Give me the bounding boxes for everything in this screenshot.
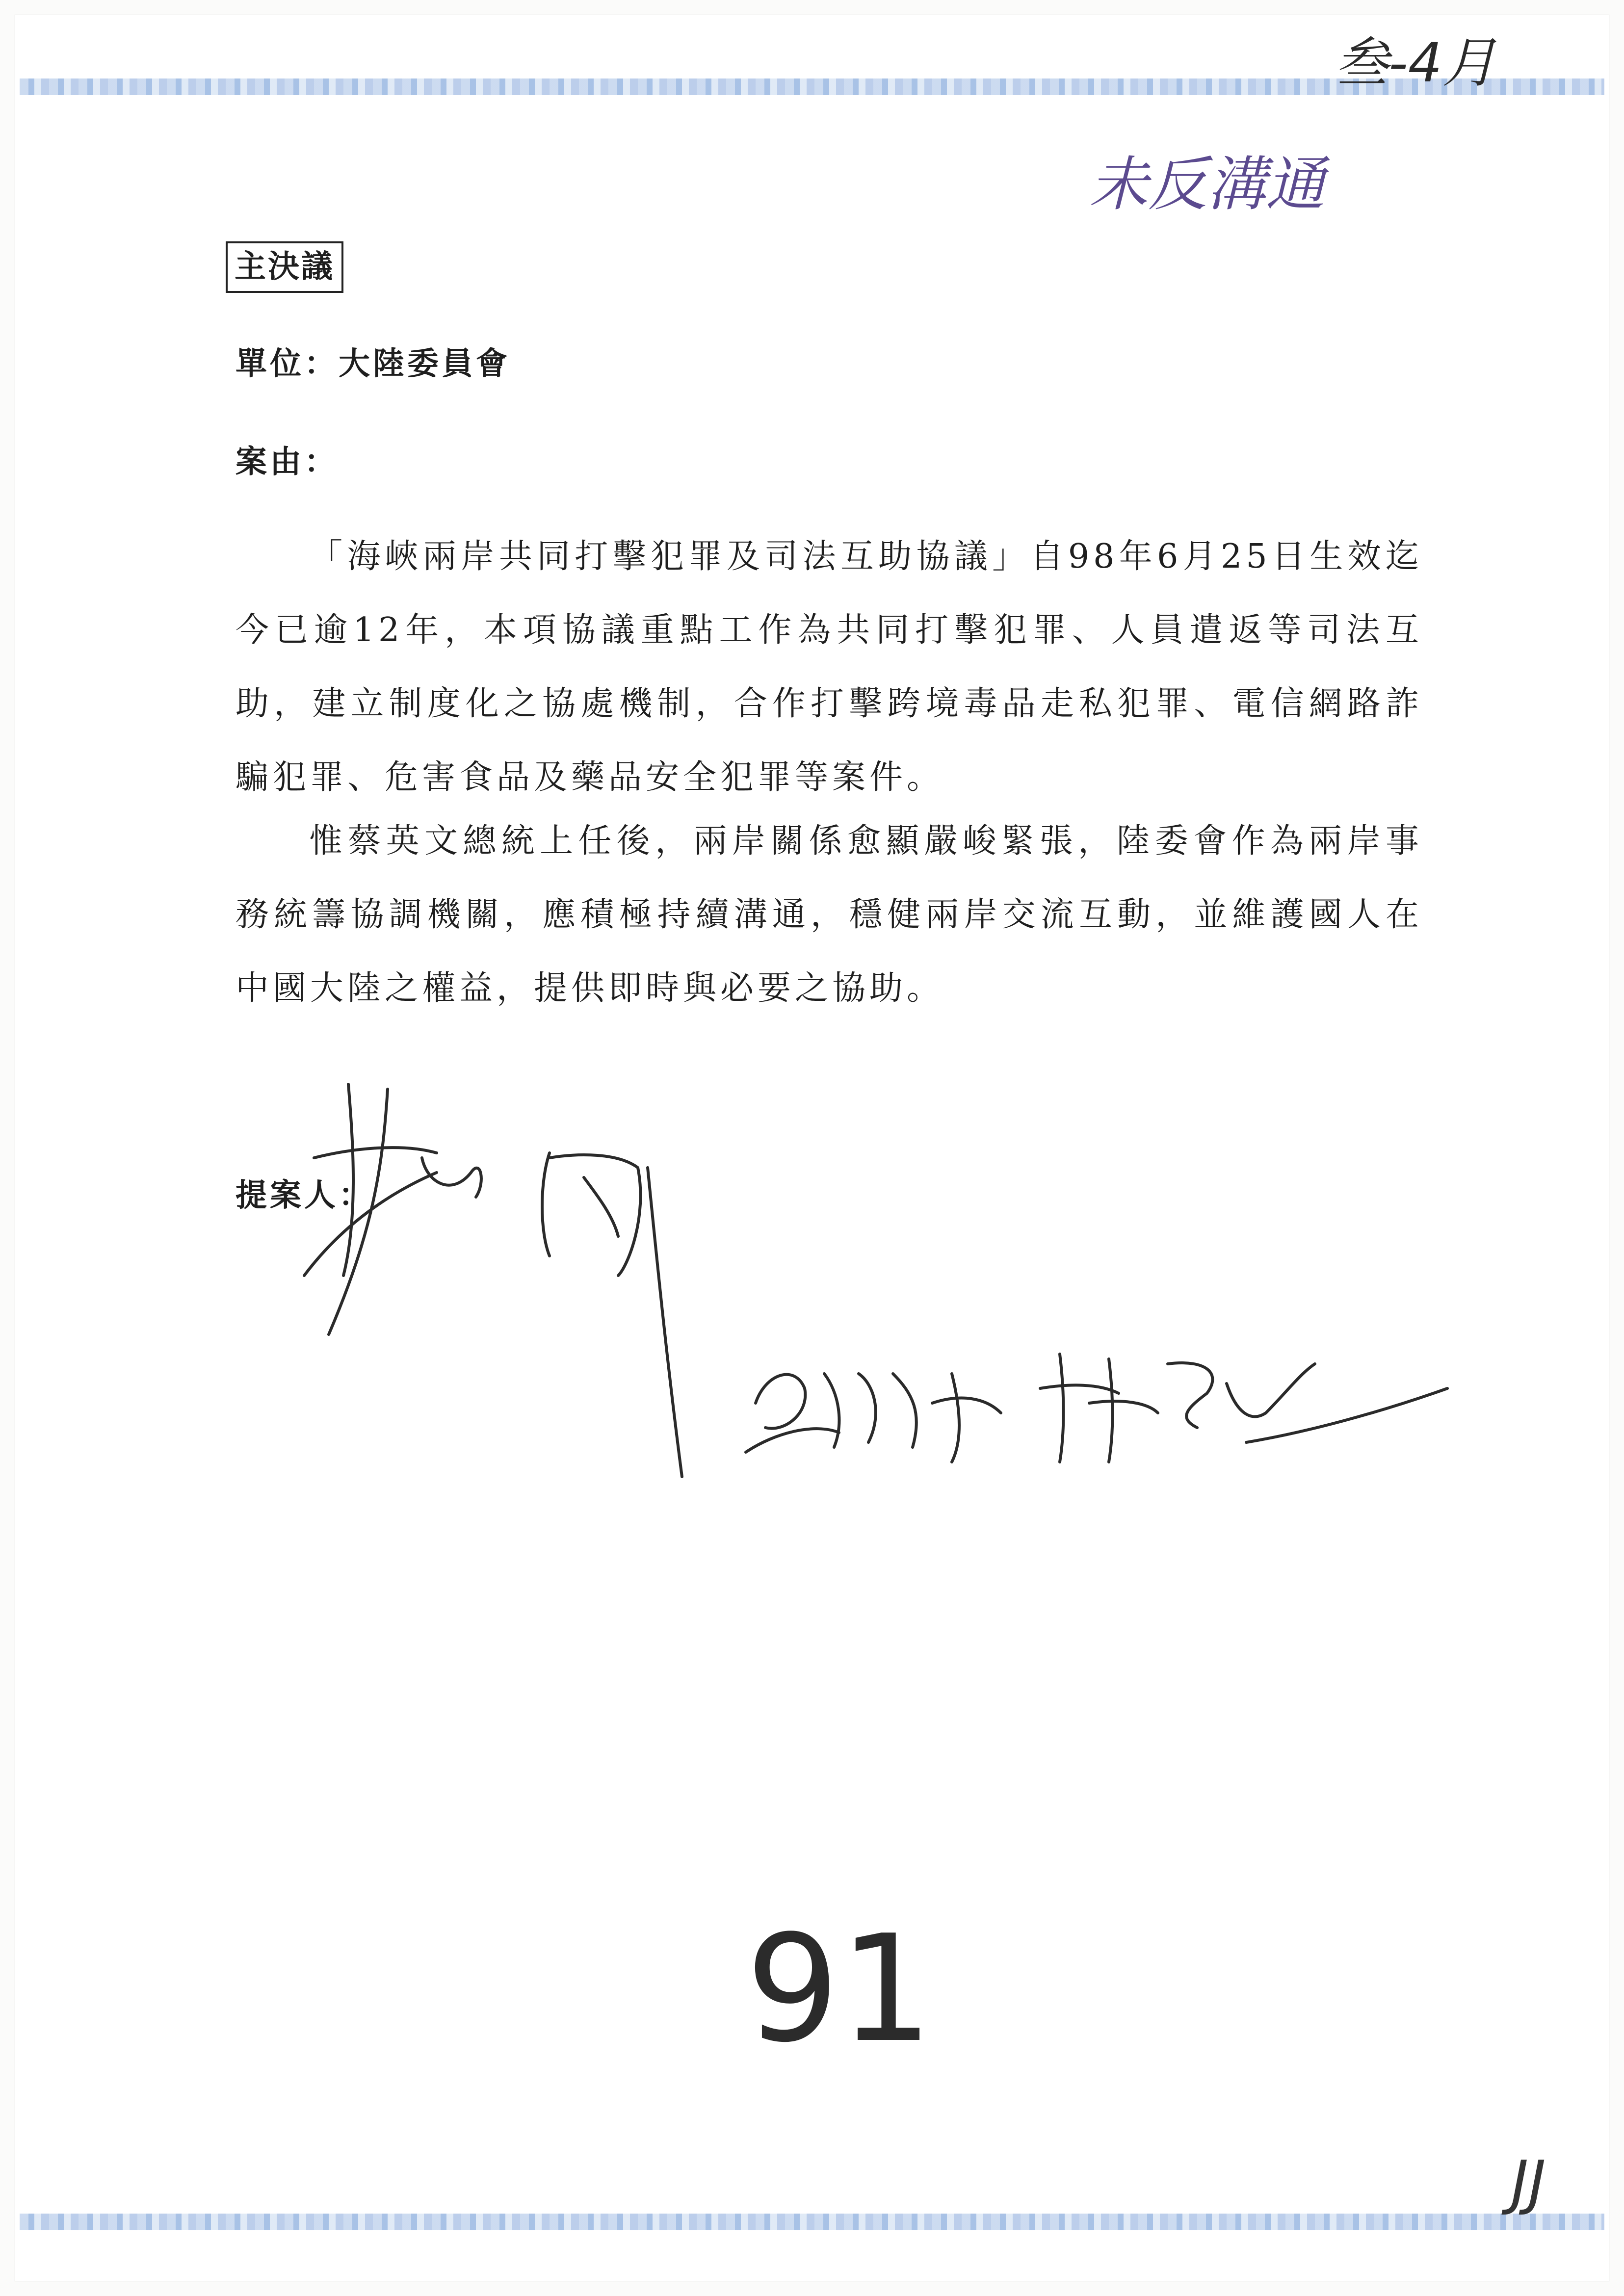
- paragraph-2: 惟蔡英文總統上任後，兩岸關係愈顯嚴峻緊張，陸委會作為兩岸事務統籌協調機關，應積極持續溝通，穩健兩岸交流互動，並維護國人在中國大陸之權益，提供即時與必要之協助。: [236, 822, 1423, 1008]
- signature-3: [1040, 1354, 1447, 1462]
- paragraph-1: 「海峽兩岸共同打擊犯罪及司法互助協議」自98年6月25日生效迄今已逾12年，本項協議重點工作為共同打擊犯罪、人員遣返等司法互助，建立制度化之協處機制，合作打擊跨境毒品走私犯罪、電信網路詐騙犯罪、危害食品及藥品安全犯罪等案件。: [236, 537, 1423, 797]
- handwritten-corner-mark: JJ: [1511, 2149, 1546, 2217]
- handwritten-corner-note: 叁-4月: [1335, 31, 1496, 94]
- cause-label: 案由：: [236, 444, 339, 480]
- scan-border-bottom: [20, 2214, 1604, 2230]
- unit-line: 單位：大陸委員會: [236, 345, 510, 382]
- handwritten-signatures: [275, 1070, 1452, 1511]
- handwritten-purple-note: 未反溝通: [1089, 151, 1325, 219]
- heading-main-resolution: 主決議: [226, 241, 343, 293]
- proposer-label: 提案人：: [236, 1177, 373, 1214]
- signature-2: [746, 1374, 1001, 1462]
- signature-1: [304, 1084, 682, 1477]
- handwritten-page-number: 91: [746, 1904, 933, 2075]
